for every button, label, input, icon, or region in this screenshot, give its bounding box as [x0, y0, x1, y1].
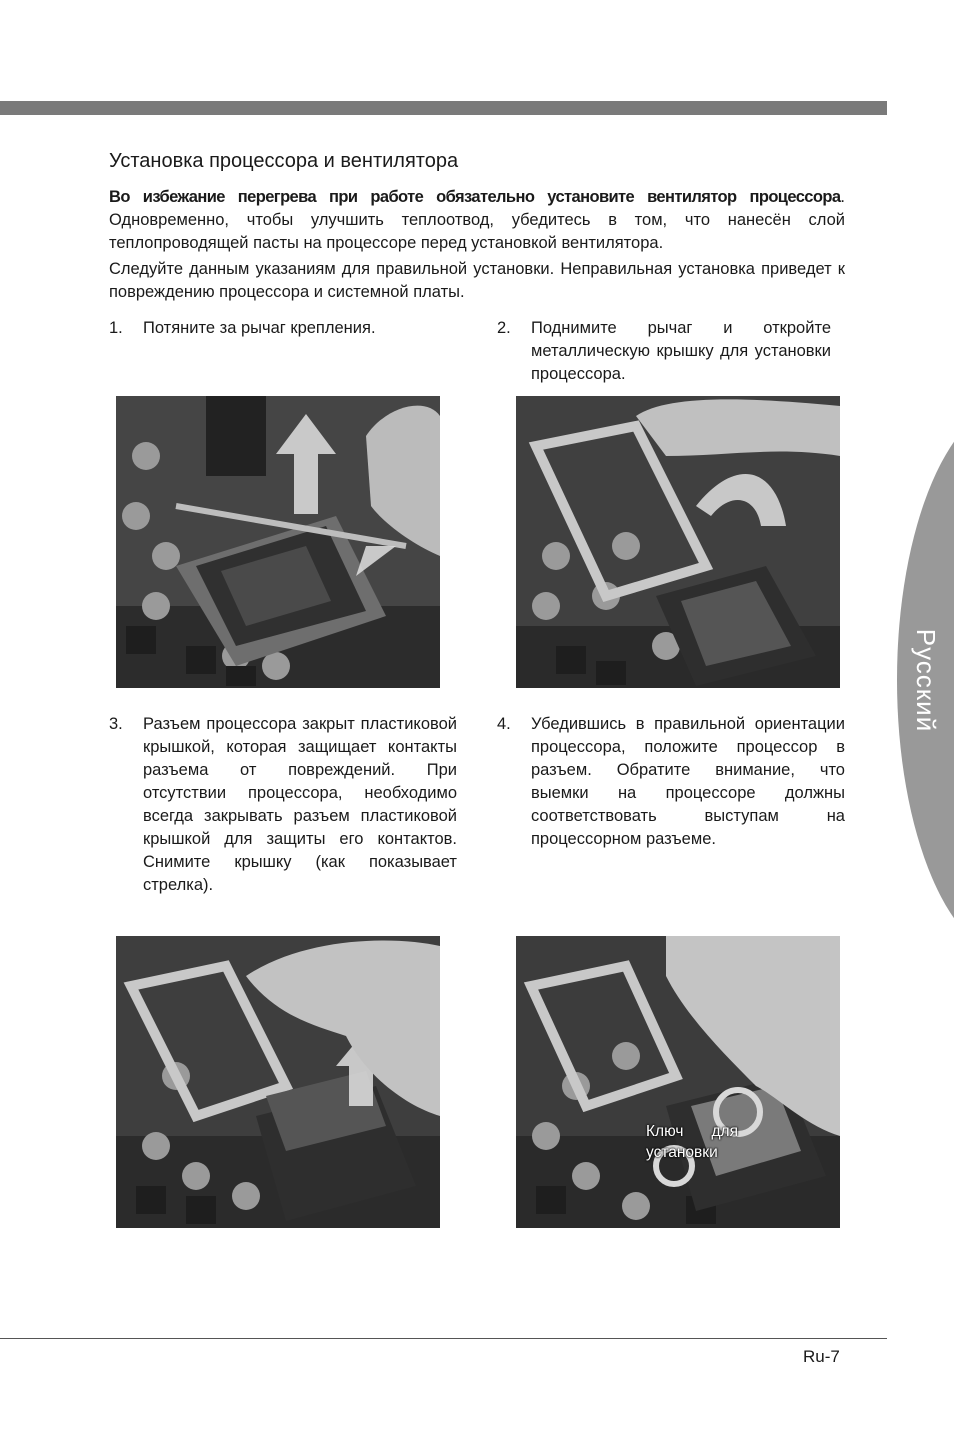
- step-text: Убедившись в правильной ориентации процессора, положите процессор в разъем. Обратите внимание, что выемки на процессоре должны соответствовать выступам на процессорном разъеме.: [531, 715, 845, 848]
- intro-warning: Во избежание перегрева при работе обязательно установите вентилятор процессора: [109, 188, 841, 206]
- intro-warning-end: .: [840, 188, 845, 206]
- photo-open-load-plate: [516, 396, 840, 688]
- key-label: [646, 1121, 738, 1163]
- photo-place-cpu: [516, 936, 840, 1228]
- step-number: 2.: [497, 319, 511, 337]
- key-label-word: для: [711, 1123, 738, 1140]
- step-text: Разъем процессора закрыт пластиковой крышкой, которая защищает контакты разъема от повреждений. При отсутствии процессора, необходимо всегда закрывать разъем пластиковой крышкой для защиты его контактов. Снимите крышку (как показывает стрелка).: [143, 715, 457, 894]
- page-number: Ru-7: [803, 1347, 840, 1366]
- section-title: Установка процессора и вентилятора: [109, 150, 459, 172]
- step-number: 1.: [109, 319, 123, 337]
- intro-rest: Одновременно, чтобы улучшить теплоотвод, убедитесь в том, что нанесён слой теплопроводящей пасты на процессоре перед установкой вентилятора.: [109, 211, 845, 252]
- photo-remove-cap: [116, 936, 440, 1228]
- instructions-paragraph: Следуйте данным указаниям для правильной установки. Неправильная установка приведет к повреждению процессора и системной платы.: [109, 260, 845, 301]
- key-label-word: Ключ: [646, 1123, 684, 1140]
- key-label-line2: установки: [646, 1144, 718, 1161]
- step-number: 4.: [497, 715, 511, 733]
- photo-pull-lever: [116, 396, 440, 688]
- footer-rule: [0, 1338, 887, 1339]
- header-bar: [0, 101, 887, 115]
- intro-paragraph: [109, 186, 845, 255]
- language-tab-label: Русский: [911, 628, 942, 732]
- step-text: Поднимите рычаг и откройте металлическую крышку для установки процессора.: [531, 319, 831, 383]
- language-tab-label-box: [902, 560, 950, 800]
- step-number: 3.: [109, 715, 123, 733]
- step-text: Потяните за рычаг крепления.: [143, 319, 376, 337]
